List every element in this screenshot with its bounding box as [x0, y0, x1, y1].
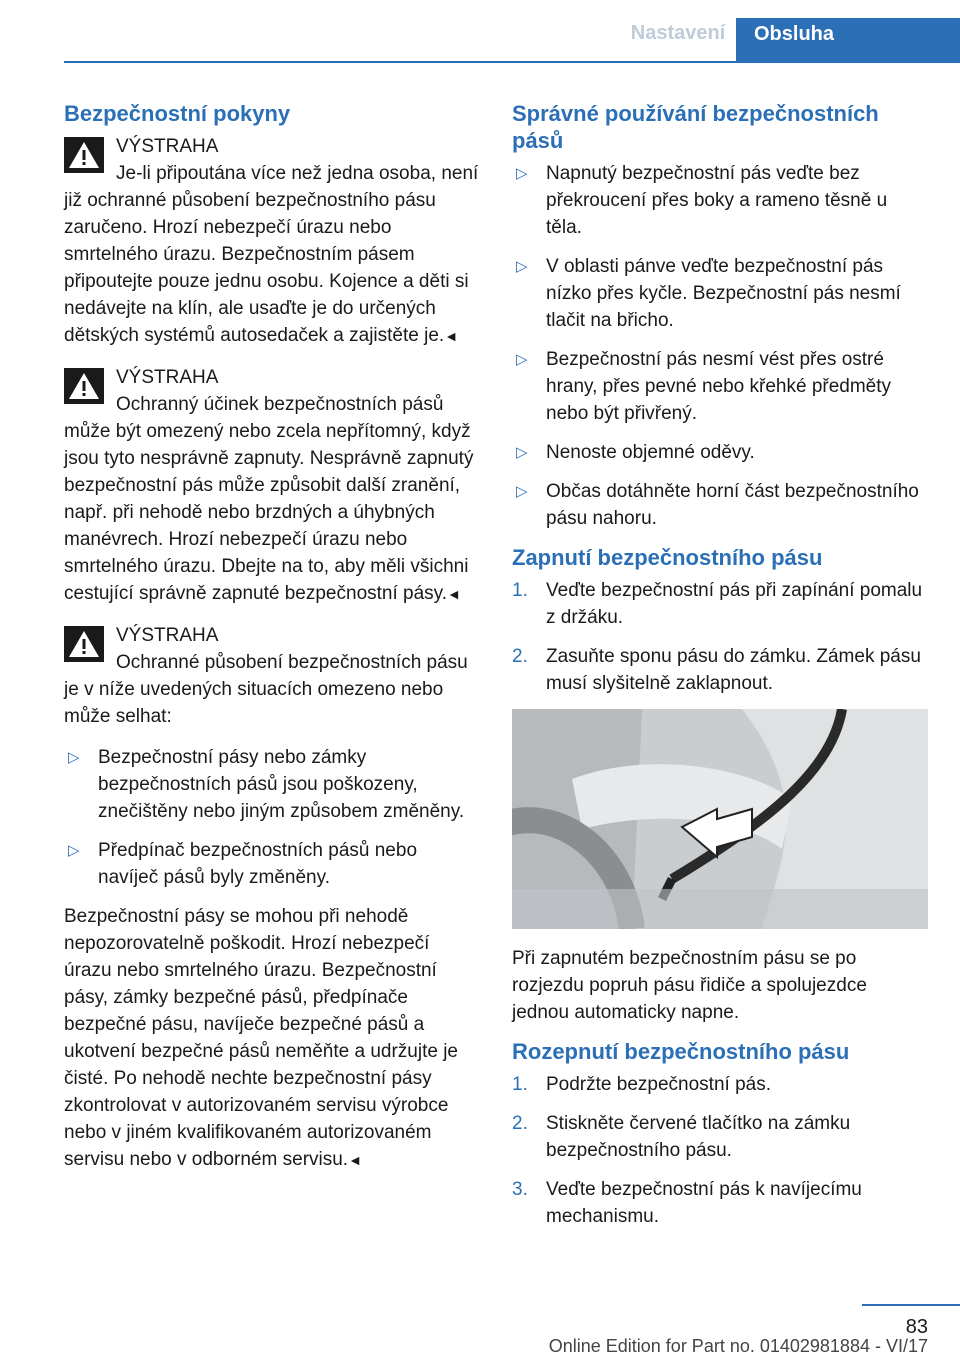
list-item: 1. Podržte bezpečnostní pás.	[512, 1071, 928, 1098]
header-divider	[64, 61, 960, 63]
warning-icon	[64, 137, 104, 173]
section-heading-fasten: Zapnutí bezpečnostního pásu	[512, 545, 823, 570]
bullet-marker: ▷	[516, 444, 528, 461]
list-item: 1. Veďte bezpečnostní pás při zapínání pomalu z držáku.	[512, 577, 928, 631]
right-column	[512, 100, 928, 1242]
list-item: ▷ Bezpečnostní pásy nebo zámky bezpečnostních pásů jsou poškozeny, znečištěny nebo jiným způsobem změněny.	[64, 744, 479, 825]
warning-text: Ochranné působení bezpečnostních pásu je v níže uvedených situacích omezeno nebo může selhat:	[64, 652, 468, 727]
list-item: ▷ V oblasti pánve veďte bezpečnostní pás nízko přes kyčle. Bezpečnostní pás nesmí tlačit na břicho.	[512, 253, 928, 334]
tab-nastaveni[interactable]: Nastavení	[630, 22, 726, 44]
warning-icon	[64, 626, 104, 662]
end-marker: ◄	[348, 1152, 362, 1168]
warning-block	[64, 622, 479, 730]
list-item: 3. Veďte bezpečnostní pás k navíjecímu mechanismu.	[512, 1176, 928, 1230]
list-item: ▷ Bezpečnostní pás nesmí vést přes ostré hrany, přes pevné nebo křehké předměty nebo být přivřený.	[512, 346, 928, 427]
edition-note: Online Edition for Part no. 01402981884 - VI/17	[548, 1336, 928, 1356]
usage-list	[512, 160, 928, 532]
warning-label: VÝSTRAHA	[116, 625, 219, 646]
bullet-marker: ▷	[68, 842, 80, 859]
warning-list	[64, 744, 479, 891]
section-heading-safety: Bezpečnostní pokyny	[64, 101, 291, 126]
step-number: 3.	[512, 1179, 528, 1200]
fasten-steps	[512, 577, 928, 697]
end-marker: ◄	[444, 328, 459, 344]
warning-text: Je-li připoutána více než jedna osoba, není již ochranné působení bezpečnostního pásu zaručeno. Hrozí nebezpečí úrazu nebo smrtelného úrazu. Bezpečnostním pásem připoutejte pouze jednu osobu. Kojence a děti si nedávejte na klín, ale usaďte je do určených dětských systémů autosedaček a zajistěte je.	[64, 163, 479, 346]
step-number: 2.	[512, 646, 528, 667]
list-item: ▷ Občas dotáhněte horní část bezpečnostního pásu nahoru.	[512, 478, 928, 532]
footer-divider	[862, 1304, 960, 1306]
list-item: ▷ Napnutý bezpečnostní pás veďte bez překroucení přes boky a rameno těsně u těla.	[512, 160, 928, 241]
left-column	[64, 100, 479, 1174]
step-number: 1.	[512, 580, 528, 601]
section-heading-unfasten: Rozepnutí bezpečnostního pásu	[512, 1039, 850, 1064]
warning-icon	[64, 368, 104, 404]
caption-paragraph: Při zapnutém bezpečnostním pásu se po rozjezdu popruh pásu řidiče a spolujezdce jednou automaticky napne.	[512, 948, 867, 1023]
list-item: 2. Stiskněte červené tlačítko na zámku bezpečnostního pásu.	[512, 1110, 928, 1164]
tab-obsluha[interactable]: Obsluha	[736, 18, 960, 62]
step-number: 1.	[512, 1074, 528, 1095]
unfasten-steps	[512, 1071, 928, 1230]
list-item: 2. Zasuňte sponu pásu do zámku. Zámek pásu musí slyšitelně zaklapnout.	[512, 643, 928, 697]
warning-block	[64, 364, 479, 608]
bullet-marker: ▷	[516, 483, 528, 500]
list-item: ▷ Nenoste objemné oděvy.	[512, 439, 928, 466]
bullet-marker: ▷	[68, 749, 80, 766]
list-item: ▷ Předpínač bezpečnostních pásů nebo navíječ pásů byly změněny.	[64, 837, 479, 891]
end-marker: ◄	[447, 586, 461, 602]
bullet-marker: ▷	[516, 258, 528, 275]
bullet-marker: ▷	[516, 165, 528, 182]
closing-paragraph: Bezpečnostní pásy se mohou při nehodě nepozorovatelně poškodit. Hrozí nebezpečí úrazu nebo smrtelného úrazu. Bezpečnostní pásy, zámky bezpečné pásů, předpínače bezpečné pásu, navíječe bezpečné pásů a ukotvení bezpečné pásů neměňte a udržujte je čisté. Po nehodě nechte bezpečnostní pásy zkontrolovat v autorizovaném servisu výrobce nebo v jiném kvalifikovaném autorizovaném servisu nebo v odborném servisu.	[64, 906, 458, 1170]
warning-label: VÝSTRAHA	[116, 136, 219, 157]
section-heading-usage: Správné používání bezpečnostních pásů	[512, 101, 879, 153]
page-header	[0, 0, 960, 62]
bullet-marker: ▷	[516, 351, 528, 368]
warning-block	[64, 133, 479, 350]
warning-text: Ochranný účinek bezpečnostních pásů může být omezený nebo zcela nepřítomný, když jsou tyto nesprávně zapnuty. Nesprávně zapnutý bezpečnostní pás může způsobit další zranění, např. při nehodě nebo brzdných a úhybných manévrech. Hrozí nebezpečí úrazu nebo smrtelného úrazu. Dbejte na to, aby měli všichni cestující správně zapnuté bezpečnostní pásy.	[64, 394, 474, 604]
step-number: 2.	[512, 1113, 528, 1134]
warning-label: VÝSTRAHA	[116, 367, 219, 388]
page-number: 83	[905, 1316, 928, 1338]
seatbelt-buckle-photo	[512, 709, 928, 929]
